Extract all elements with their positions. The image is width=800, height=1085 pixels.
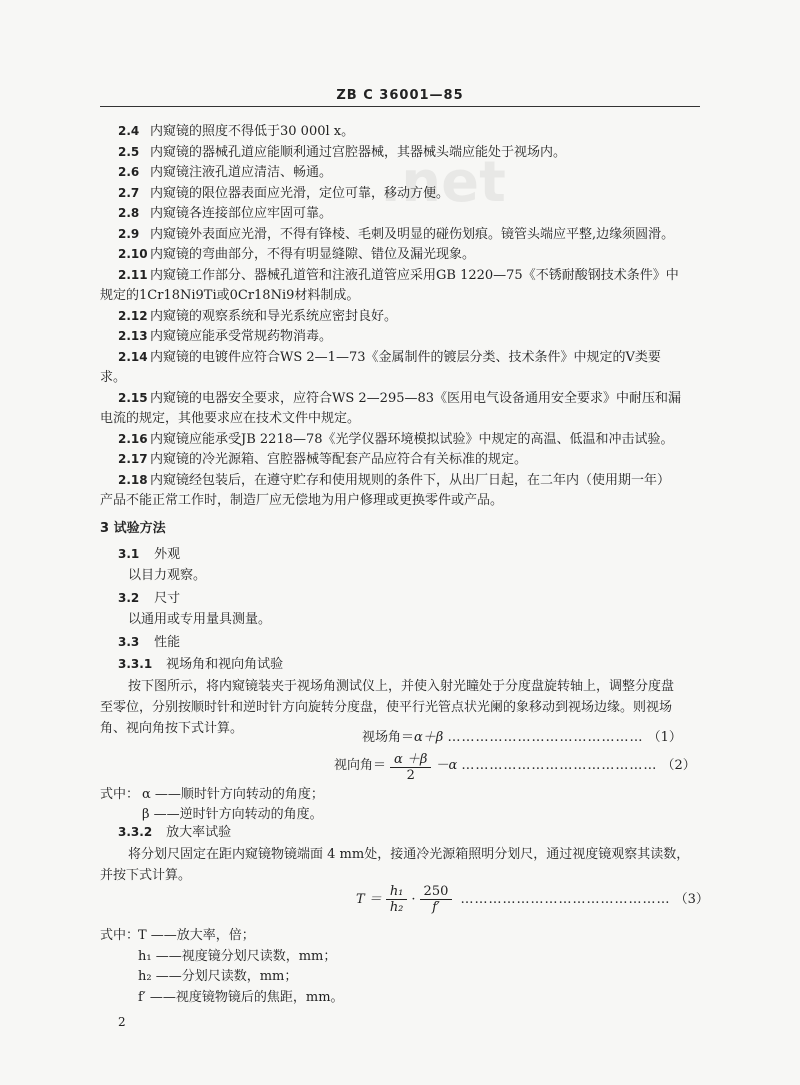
clause-title: 视场角和视向角试验: [166, 657, 284, 672]
clause-3-3-1: [118, 655, 718, 674]
clause-item: [118, 430, 718, 449]
fraction: [386, 884, 408, 915]
clause-number: 2.15: [118, 390, 148, 405]
clause-number: 3.1: [118, 547, 140, 561]
where-label: 式中：: [100, 787, 140, 802]
fraction-numerator: h₁: [386, 884, 408, 900]
variable-definition: f′ ——视度镜物镜后的焦距，mm。: [138, 990, 344, 1005]
clause-number: 2.16: [118, 431, 148, 446]
formula-number: （3）: [674, 892, 709, 907]
clause-number: 2.5: [118, 144, 140, 159]
formula-2: [334, 748, 696, 783]
paragraph-line: 至零位，分别按顺时针和逆时针方向旋转分度盘，使平行光管点状光阑的象移动到视场边缘。则视场: [100, 700, 673, 715]
fraction-denominator: f′: [432, 900, 440, 915]
clause-text: 内窥镜工作部分、器械孔道管和注液孔道管应采用GB 1220—75《不锈耐酸钢技术条件》中: [150, 267, 679, 283]
clause-continuation: 求。: [100, 370, 127, 385]
clause-number: 2.11: [118, 267, 148, 282]
clause-item: [118, 225, 718, 244]
clause-text: 内窥镜的电器安全要求，应符合WS 2—295—83《医用电气设备通用安全要求》中耐压和漏: [150, 390, 682, 406]
formula-number: （1）: [647, 730, 682, 745]
multiply-dot: ·: [411, 892, 416, 907]
clause-text: 内窥镜注液孔道应清洁、畅通。: [150, 165, 333, 180]
clause-number: 2.17: [118, 452, 148, 466]
clause-3-1-text: 以目力观察。: [128, 568, 207, 583]
clause-text: 内窥镜的电镀件应符合WS 2—1—73《金属制件的镀层分类、技术条件》中规定的V类要: [150, 349, 661, 365]
variable-definition: h₁ ——视度镜分划尺读数，mm；: [138, 949, 337, 964]
clause-text: 内窥镜外表面应光滑，不得有锋棱、毛刺及明显的碰伤划痕。镜管头端应平整,边缘须圆滑。: [150, 226, 675, 242]
clause-number: 2.9: [118, 226, 140, 241]
page-number: 2: [118, 1015, 126, 1029]
fraction-denominator: 2: [406, 768, 415, 783]
fraction-numerator: α ＋β: [390, 748, 431, 768]
clause-text: 内窥镜应能承受常规药物消毒。: [150, 329, 333, 344]
formula-number: （2）: [661, 758, 696, 773]
watermark: .net: [380, 150, 506, 215]
clause-title: 性能: [154, 635, 181, 650]
clause-item: [118, 266, 718, 285]
clause-text: 内窥镜的照度不得低于30 000l x。: [150, 124, 355, 139]
clause-text: 内窥镜应能承受JB 2218—78《光学仪器环境模拟试验》中规定的高温、低温和冲击试验。: [150, 431, 674, 447]
clause-continuation: 产品不能正常工作时，制造厂应无偿地为用户修理或更换零件或产品。: [100, 493, 504, 508]
formula-tail: －α: [435, 758, 458, 773]
clause-number: 2.10: [118, 247, 148, 261]
formula-1: [362, 726, 682, 745]
fraction: [420, 884, 453, 915]
clause-number: 3.3.2: [118, 825, 153, 839]
formula-dots: ……………………………………: [461, 758, 658, 773]
formula-lhs: 视向角＝: [334, 758, 387, 773]
variable-definition: β ——逆时针方向转动的角度。: [142, 807, 323, 822]
variable-definition: h₂ ——分划尺读数，mm；: [138, 969, 298, 984]
clause-title: 外观: [154, 547, 181, 562]
clause-number: 2.12: [118, 308, 148, 323]
formula-dots: ………………………………………: [460, 892, 671, 907]
clause-3-3: [118, 633, 718, 652]
fraction-numerator: 250: [420, 884, 453, 900]
paragraph-line: 按下图所示，将内窥镜装夹于视场角测试仪上，并使入射光瞳处于分度盘旋转轴上，调整分度盘: [128, 679, 675, 694]
clause-text: 内窥镜的观察系统和导光系统应密封良好。: [150, 308, 398, 324]
clause-number: 2.4: [118, 124, 140, 138]
clause-item: [118, 204, 718, 223]
clause-text: 内窥镜的冷光源箱、宫腔器械等配套产品应符合有关标准的规定。: [150, 452, 528, 467]
clause-item: [118, 163, 718, 182]
clause-item: [118, 471, 718, 490]
clause-text: 内窥镜经包装后，在遵守贮存和使用规则的条件下，从出厂日起，在二年内（使用期一年）: [150, 472, 671, 488]
paragraph-line: 并按下式计算。: [100, 868, 192, 883]
formula-rhs: α＋β: [414, 730, 444, 745]
clause-3-3-2: [118, 823, 718, 842]
clause-item: [118, 450, 718, 469]
clause-item: [118, 327, 718, 346]
clause-number: 2.18: [118, 472, 148, 487]
header-rule: [100, 106, 700, 107]
clause-text: 内窥镜各连接部位应牢固可靠。: [150, 206, 333, 221]
clause-number: 2.14: [118, 349, 148, 364]
paragraph-line: 角、视向角按下式计算。: [100, 721, 244, 736]
where-label: 式中：: [100, 928, 140, 943]
fraction: [390, 748, 431, 783]
clause-item: [118, 122, 718, 141]
clause-number: 3.2: [118, 591, 140, 605]
clause-text: 内窥镜的限位器表面应光滑，定位可靠，移动方便。: [150, 185, 450, 201]
fraction-denominator: h₂: [389, 900, 404, 915]
clause-item: [118, 245, 718, 264]
clause-text: 内窥镜的弯曲部分，不得有明显缝隙、错位及漏光现象。: [150, 247, 476, 262]
clause-number: 3.3: [118, 635, 140, 649]
formula-lhs: T ＝: [356, 892, 382, 907]
clause-text: 内窥镜的器械孔道应能顺利通过宫腔器械，其器械头端应能处于视场内。: [150, 144, 567, 160]
formula-3: [356, 884, 709, 915]
clause-number: 2.7: [118, 185, 140, 200]
clause-title: 尺寸: [154, 591, 181, 606]
clause-3-2: [118, 589, 718, 608]
formula-lhs: 视场角＝: [362, 730, 415, 745]
clause-3-2-text: 以通用或专用量具测量。: [128, 612, 272, 627]
variable-definition: T ——放大率，倍；: [138, 928, 255, 943]
clause-number: 3.3.1: [118, 657, 153, 671]
clause-3-1: [118, 545, 718, 564]
clause-number: 2.8: [118, 206, 140, 220]
standard-code-header: ZB C 36001—85: [336, 88, 464, 103]
variable-definition: α ——顺时针方向转动的角度；: [142, 787, 324, 802]
clause-item: [118, 184, 718, 203]
clause-item: [118, 307, 718, 326]
paragraph-line: 将分划尺固定在距内窥镜物镜端面 4 mm处，接通冷光源箱照明分划尺，通过视度镜观察其读数，: [128, 847, 690, 862]
clause-item: [118, 389, 718, 408]
clause-item: [118, 143, 718, 162]
clause-continuation: 规定的1Cr18Ni9Ti或0Cr18Ni9材料制成。: [100, 288, 360, 303]
clause-title: 放大率试验: [166, 825, 232, 840]
clause-item: [118, 348, 718, 367]
clause-number: 2.13: [118, 329, 148, 343]
section-3-title: 3 试验方法: [100, 521, 166, 536]
clause-number: 2.6: [118, 165, 140, 179]
clause-continuation: 电流的规定，其他要求应在技术文件中规定。: [100, 411, 361, 426]
formula-dots: ……………………………………: [447, 730, 644, 745]
